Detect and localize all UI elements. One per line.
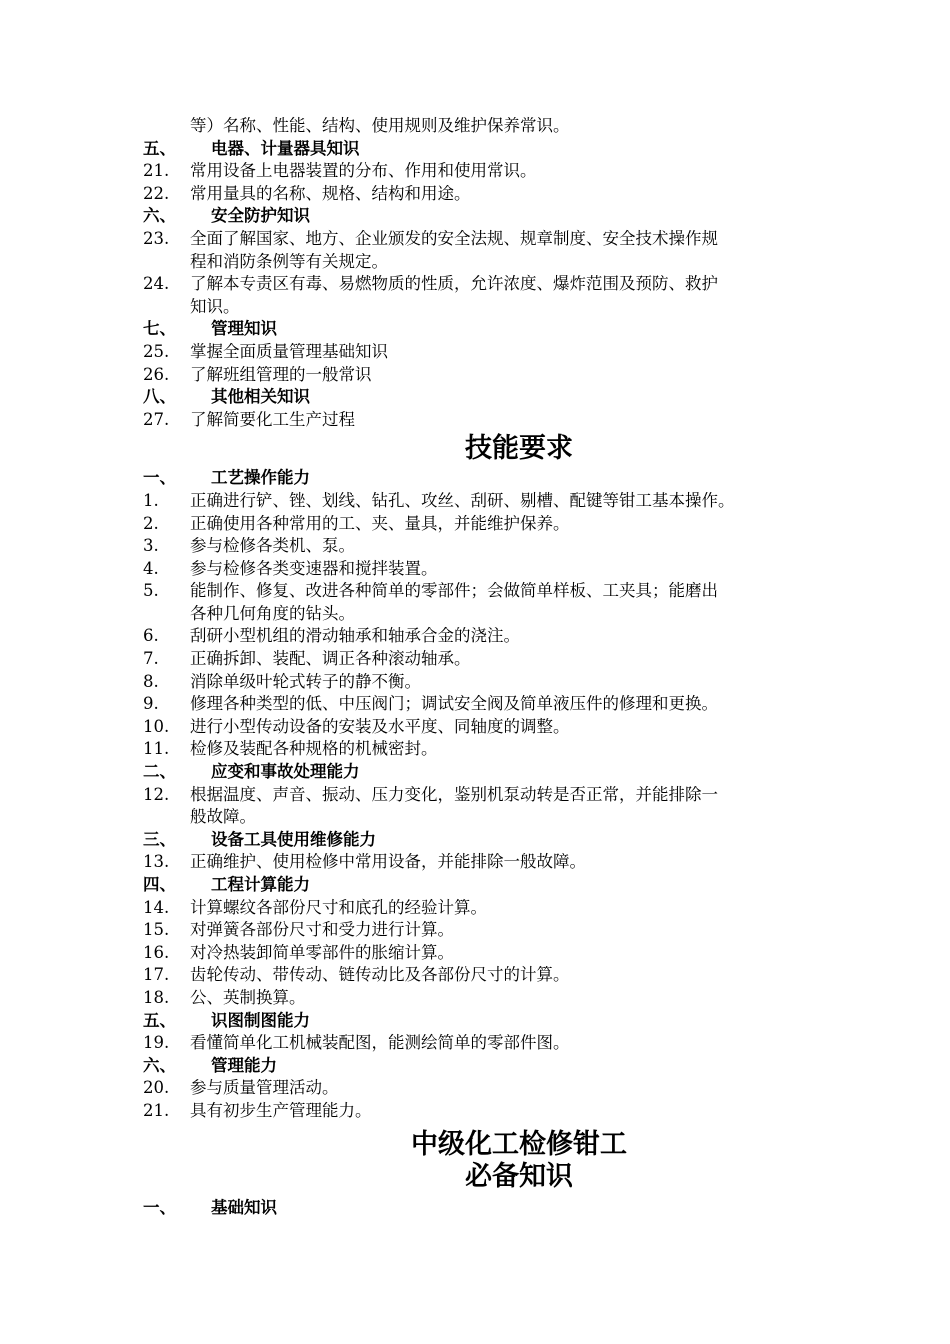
skills-title: 技能要求	[465, 433, 573, 465]
item-number: 19.	[143, 1033, 170, 1053]
item-text: 正确进行铲、锉、划线、钻孔、攻丝、刮研、剔槽、配键等钳工基本操作。	[190, 490, 735, 510]
item-text: 齿轮传动、带传动、链传动比及各部份尺寸的计算。	[190, 965, 570, 985]
item-number: 27.	[143, 409, 170, 429]
list-item	[143, 1077, 815, 1100]
list-item	[143, 784, 815, 807]
item-text: 根据温度、声音、振动、压力变化，鉴别机泵动转是否正常，并能排除一	[190, 784, 718, 804]
item-text-continuation: 程和消防条例等有关规定。	[190, 251, 388, 271]
item-text: 消除单级叶轮式转子的静不衡。	[190, 671, 421, 691]
list-item	[143, 513, 815, 536]
section-number: 三、	[143, 829, 176, 849]
item-number: 2.	[143, 513, 159, 533]
section-heading-text: 设备工具使用维修能力	[211, 829, 376, 849]
item-number: 26.	[143, 364, 170, 384]
item-text: 进行小型传动设备的安装及水平度、同轴度的调整。	[190, 716, 570, 736]
item-number: 11.	[143, 739, 170, 759]
section-heading	[143, 829, 815, 852]
knowledge-section-list	[143, 138, 815, 432]
section-heading-text: 基础知识	[211, 1197, 277, 1217]
item-number: 7.	[143, 649, 159, 669]
item-number: 9.	[143, 694, 159, 714]
item-text: 参与检修各类机、泵。	[190, 536, 355, 556]
item-text: 了解本专责区有毒、易燃物质的性质，允许浓度、爆炸范围及预防、救护	[190, 274, 718, 294]
item-text: 全面了解国家、地方、企业颁发的安全法规、规章制度、安全技术操作规	[190, 228, 718, 248]
list-item	[143, 671, 815, 694]
item-text-continuation: 知识。	[190, 296, 240, 316]
item-text: 正确拆卸、装配、调正各种滚动轴承。	[190, 649, 471, 669]
section-heading	[143, 1197, 815, 1220]
item-text: 公、英制换算。	[190, 987, 306, 1007]
item-text: 了解简要化工生产过程	[190, 409, 355, 429]
list-item	[143, 364, 815, 387]
basic-section-list	[143, 1197, 815, 1220]
item-number: 10.	[143, 716, 170, 736]
item-number: 18.	[143, 987, 170, 1007]
item-number: 21.	[143, 1100, 170, 1120]
continuation-line: 等）名称、性能、结构、使用规则及维护保养常识。	[190, 116, 570, 135]
list-item	[143, 341, 815, 364]
section-number: 四、	[143, 875, 176, 894]
item-text: 了解班组管理的一般常识	[190, 364, 372, 384]
list-item	[143, 693, 815, 716]
section-number: 五、	[143, 1010, 176, 1030]
section-heading-text: 管理知识	[211, 319, 277, 339]
section-heading	[143, 874, 815, 897]
section-heading-text: 应变和事故处理能力	[211, 762, 360, 782]
item-number: 17.	[143, 965, 170, 985]
item-text: 掌握全面质量管理基础知识	[190, 341, 388, 361]
list-item	[143, 648, 815, 671]
item-text: 检修及装配各种规格的机械密封。	[190, 739, 438, 759]
section-heading	[143, 1055, 815, 1078]
section-heading-text: 电器、计量器具知识	[211, 138, 360, 158]
item-number: 8.	[143, 671, 159, 691]
list-item	[143, 535, 815, 558]
section-number: 二、	[143, 762, 176, 782]
item-number: 14.	[143, 897, 170, 917]
item-text: 计算螺纹各部份尺寸和底孔的经验计算。	[190, 897, 487, 917]
list-item	[143, 558, 815, 581]
list-item	[143, 964, 815, 987]
section-heading-text: 其他相关知识	[211, 387, 310, 407]
list-item	[143, 1032, 815, 1055]
item-number: 22.	[143, 183, 170, 203]
item-text: 对弹簧各部份尺寸和受力进行计算。	[190, 920, 454, 940]
section-number: 五、	[143, 138, 176, 158]
section-number: 八、	[143, 387, 176, 407]
item-text: 参与检修各类变速器和搅拌装置。	[190, 558, 438, 578]
item-text-continuation: 各种几何角度的钻头。	[190, 603, 355, 623]
list-item	[143, 183, 815, 206]
section-heading-text: 识图制图能力	[211, 1010, 310, 1030]
section-number: 六、	[143, 1055, 176, 1075]
section-heading	[143, 1010, 815, 1033]
required-knowledge-title: 必备知识	[465, 1160, 573, 1192]
item-text: 能制作、修复、改进各种简单的零部件；会做简单样板、工夹具；能磨出	[190, 581, 718, 601]
list-item	[143, 160, 815, 183]
item-text: 对冷热装卸简单零部件的胀缩计算。	[190, 942, 454, 962]
section-number: 一、	[143, 1197, 176, 1217]
item-text: 修理各种类型的低、中压阀门；调试安全阀及简单液压件的修理和更换。	[190, 694, 718, 714]
list-item	[143, 716, 815, 739]
list-item	[143, 897, 815, 920]
list-item	[143, 987, 815, 1010]
item-number: 1.	[143, 490, 159, 510]
item-text: 正确维护、使用检修中常用设备，并能排除一般故障。	[190, 852, 586, 872]
skills-section-list	[143, 467, 815, 1122]
item-number: 21.	[143, 161, 170, 181]
list-item	[143, 409, 815, 432]
section-heading	[143, 205, 815, 228]
item-number: 12.	[143, 784, 170, 804]
section-heading	[143, 467, 815, 490]
item-number: 24.	[143, 274, 170, 294]
list-item	[143, 273, 815, 296]
item-text: 刮研小型机组的滑动轴承和轴承合金的浇注。	[190, 626, 520, 646]
list-item	[143, 919, 815, 942]
item-number: 25.	[143, 341, 170, 361]
item-number: 23.	[143, 228, 170, 248]
item-number: 4.	[143, 558, 159, 578]
item-number: 5.	[143, 581, 159, 601]
section-heading-text: 工艺操作能力	[211, 468, 310, 488]
section-heading	[143, 138, 815, 161]
item-number: 15.	[143, 920, 170, 940]
list-item	[143, 738, 815, 761]
intermediate-title: 中级化工检修钳工	[411, 1128, 627, 1160]
list-item	[143, 228, 815, 251]
item-number: 13.	[143, 852, 170, 872]
list-item	[143, 580, 815, 603]
list-item	[143, 942, 815, 965]
section-number: 六、	[143, 206, 176, 226]
section-heading-text: 管理能力	[211, 1055, 277, 1075]
item-text-continuation: 般故障。	[190, 807, 256, 827]
item-number: 6.	[143, 626, 159, 646]
section-heading	[143, 318, 815, 341]
section-number: 一、	[143, 468, 176, 488]
item-number: 20.	[143, 1078, 170, 1098]
item-text: 看懂简单化工机械装配图，能测绘简单的零部件图。	[190, 1033, 570, 1053]
section-number: 七、	[143, 319, 176, 339]
item-text: 常用设备上电器装置的分布、作用和使用常识。	[190, 161, 537, 181]
list-item	[143, 1100, 815, 1123]
item-text: 正确使用各种常用的工、夹、量具，并能维护保养。	[190, 513, 570, 533]
item-text: 具有初步生产管理能力。	[190, 1100, 372, 1120]
section-heading	[143, 761, 815, 784]
item-number: 3.	[143, 536, 159, 556]
document-body	[143, 115, 815, 1219]
item-number: 16.	[143, 942, 170, 962]
item-text: 常用量具的名称、规格、结构和用途。	[190, 183, 471, 203]
section-heading	[143, 386, 815, 409]
section-heading-text: 工程计算能力	[211, 875, 310, 894]
list-item	[143, 625, 815, 648]
item-text: 参与质量管理活动。	[190, 1078, 339, 1098]
list-item	[143, 490, 815, 513]
list-item	[143, 851, 815, 874]
section-heading-text: 安全防护知识	[211, 206, 310, 226]
